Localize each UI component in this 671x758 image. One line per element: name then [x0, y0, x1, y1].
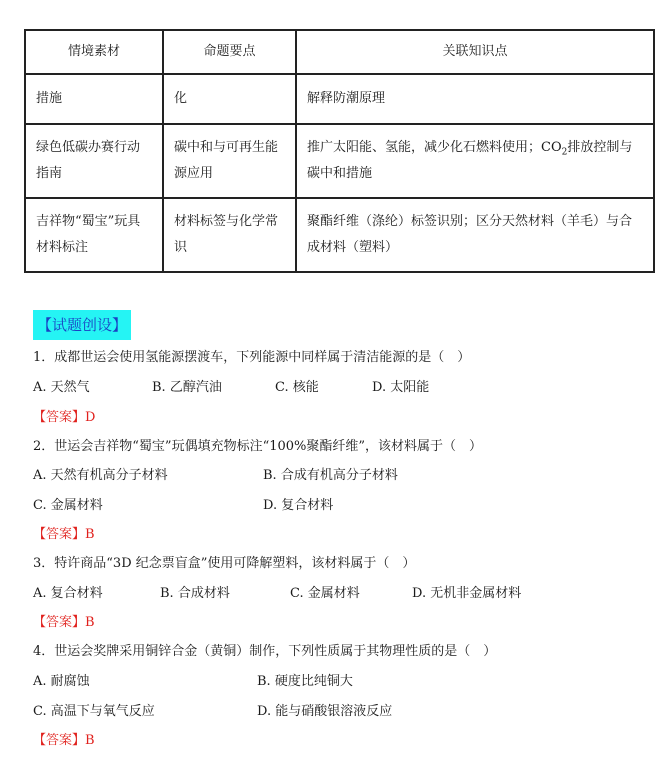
- answer-value: D: [85, 410, 96, 425]
- question-option: D. 复合材料: [263, 498, 334, 513]
- table-header-cell: 命题要点: [163, 30, 296, 74]
- question-option: D. 无机非金属材料: [412, 586, 522, 601]
- table-row: [25, 74, 654, 124]
- cell-text: 排放控制与碳中和措施: [307, 140, 633, 181]
- table-cell: 化: [163, 74, 296, 124]
- question-option: A. 耐腐蚀: [33, 674, 90, 689]
- question-stem: 1．成都世运会使用氢能源摆渡车，下列能源中同样属于清洁能源的是（ ）: [33, 350, 471, 365]
- question-stem: 2．世运会吉祥物“蜀宝”玩偶填充物标注“100%聚酯纤维”，该材料属于（ ）: [33, 439, 483, 454]
- question-option: A. 复合材料: [33, 586, 103, 601]
- question-stem: 3．特许商品“3D 纪念票盲盒”使用可降解塑料，该材料属于（ ）: [33, 556, 416, 571]
- question-option: D. 能与硝酸银溶液反应: [257, 704, 393, 719]
- answer-value: B: [85, 527, 95, 542]
- table-cell: 材料标签与化学常识: [163, 198, 296, 272]
- table-cell: 措施: [25, 74, 163, 124]
- question-option: C. 金属材料: [33, 498, 103, 513]
- question-option: B. 合成材料: [160, 586, 230, 601]
- subscript: 2: [561, 147, 568, 158]
- answer-line: [33, 525, 95, 545]
- answer-line: [33, 613, 95, 633]
- question-option: B. 乙醇汽油: [152, 380, 222, 395]
- answer-value: B: [85, 733, 95, 748]
- table-header-cell: 关联知识点: [296, 30, 654, 74]
- table-header-cell: 情境素材: [25, 30, 163, 74]
- answer-label: 【答案】: [33, 615, 86, 630]
- question-option: B. 硬度比纯铜大: [257, 674, 353, 689]
- table-row: [25, 124, 654, 198]
- table-cell: 碳中和与可再生能源应用: [163, 124, 296, 198]
- question-option: A. 天然有机高分子材料: [33, 468, 168, 483]
- answer-line: [33, 408, 95, 428]
- table-cell: 吉祥物“蜀宝”玩具材料标注: [25, 198, 163, 272]
- question-stem: 4．世运会奖牌采用铜锌合金（黄铜）制作，下列性质属于其物理性质的是（ ）: [33, 644, 497, 659]
- table-cell: 绿色低碳办赛行动指南: [25, 124, 163, 198]
- answer-label: 【答案】: [33, 527, 86, 542]
- table-cell: 聚酯纤维（涤纶）标签识别；区分天然材料（羊毛）与合成材料（塑料）: [296, 198, 654, 272]
- question-option: C. 核能: [275, 380, 319, 395]
- answer-label: 【答案】: [33, 733, 86, 748]
- answer-label: 【答案】: [33, 410, 86, 425]
- table-row: [25, 198, 654, 272]
- question-option: B. 合成有机高分子材料: [263, 468, 398, 483]
- question-option: C. 高温下与氧气反应: [33, 704, 155, 719]
- question-option: D. 太阳能: [372, 380, 430, 395]
- answer-value: B: [85, 615, 95, 630]
- answer-line: [33, 731, 95, 751]
- section-title: 【试题创设】: [33, 310, 131, 340]
- question-option: C. 金属材料: [290, 586, 360, 601]
- table-header-row: [25, 30, 654, 74]
- cell-text: 推广太阳能、氢能，减少化石燃料使用；CO: [307, 140, 562, 155]
- question-option: A. 天然气: [33, 380, 90, 395]
- context-table: [24, 29, 655, 273]
- table-cell-formula: [296, 124, 654, 198]
- table-cell: 解释防潮原理: [296, 74, 654, 124]
